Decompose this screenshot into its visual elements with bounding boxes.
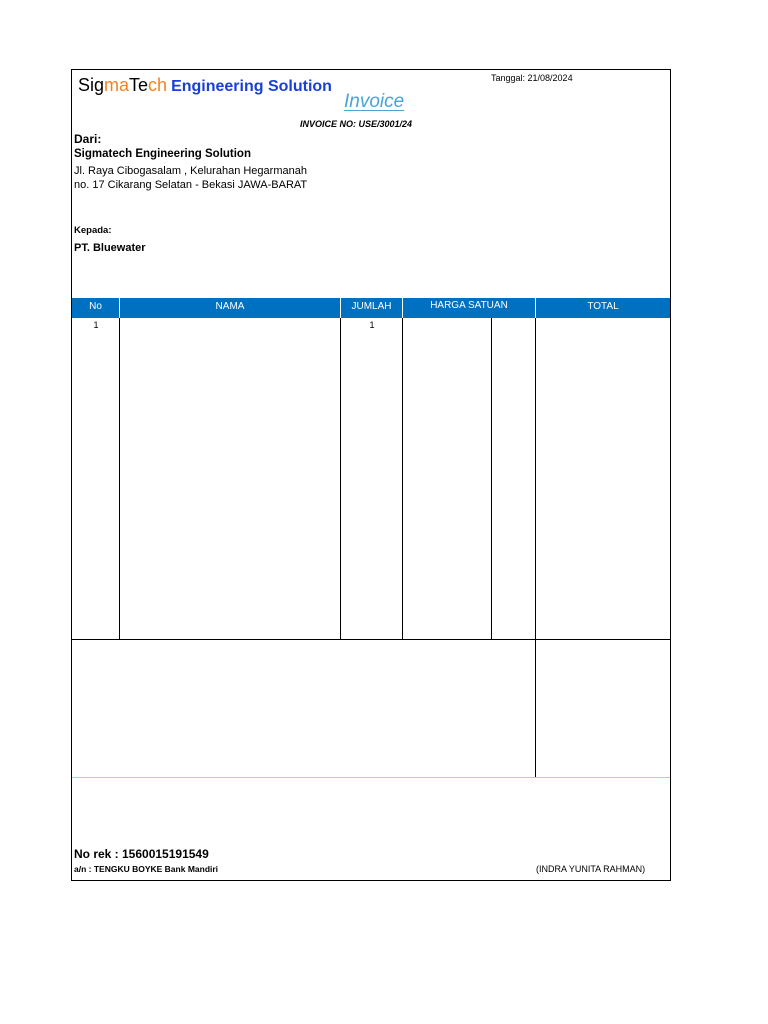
logo-part4: ch [148, 75, 168, 95]
logo-part2: ma [104, 75, 130, 95]
invoice-sheet [71, 69, 671, 881]
cell-no: 1 [93, 320, 99, 330]
logo-part3: Te [129, 75, 149, 95]
logo-part1: Sig [78, 75, 105, 95]
column-divider [119, 318, 120, 640]
sender-address-line1: Jl. Raya Cibogasalam , Kelurahan Hegarmanah [74, 165, 307, 177]
column-header-no: No [72, 298, 120, 318]
section-divider [72, 777, 670, 778]
column-divider [402, 318, 403, 640]
invoice-title: Invoice [344, 91, 405, 112]
logo-part5: Engineering Solution [171, 78, 332, 95]
table-header [72, 298, 670, 318]
signatory-name: (INDRA YUNITA RAHMAN) [536, 864, 646, 874]
column-header-nama: NAMA [120, 298, 341, 318]
column-divider [535, 318, 536, 778]
column-header-total: TOTAL [587, 301, 619, 312]
column-header-jumlah: JUMLAH [341, 298, 403, 318]
recipient-name: PT. Bluewater [74, 242, 146, 254]
invoice-date: Tanggal: 21/08/2024 [491, 73, 573, 83]
table-bottom-border [72, 639, 670, 640]
sender-address-line2: no. 17 Cikarang Selatan - Bekasi JAWA-BARAT [74, 179, 308, 191]
bank-account-holder: a/n : TENGKU BOYKE Bank Mandiri [74, 864, 219, 874]
recipient-label: Kepada: [74, 225, 112, 236]
column-divider [340, 318, 341, 640]
column-header-harga-satuan: HARGA SATUAN [403, 298, 536, 318]
column-divider [491, 318, 492, 640]
company-logo [78, 75, 332, 96]
sender-name: Sigmatech Engineering Solution [74, 148, 251, 160]
invoice-number: INVOICE NO: USE/3001/24 [300, 119, 413, 129]
cell-jumlah: 1 [369, 320, 375, 330]
sender-label: Dari: [74, 132, 102, 146]
bank-account-number: No rek : 1560015191549 [74, 847, 209, 861]
